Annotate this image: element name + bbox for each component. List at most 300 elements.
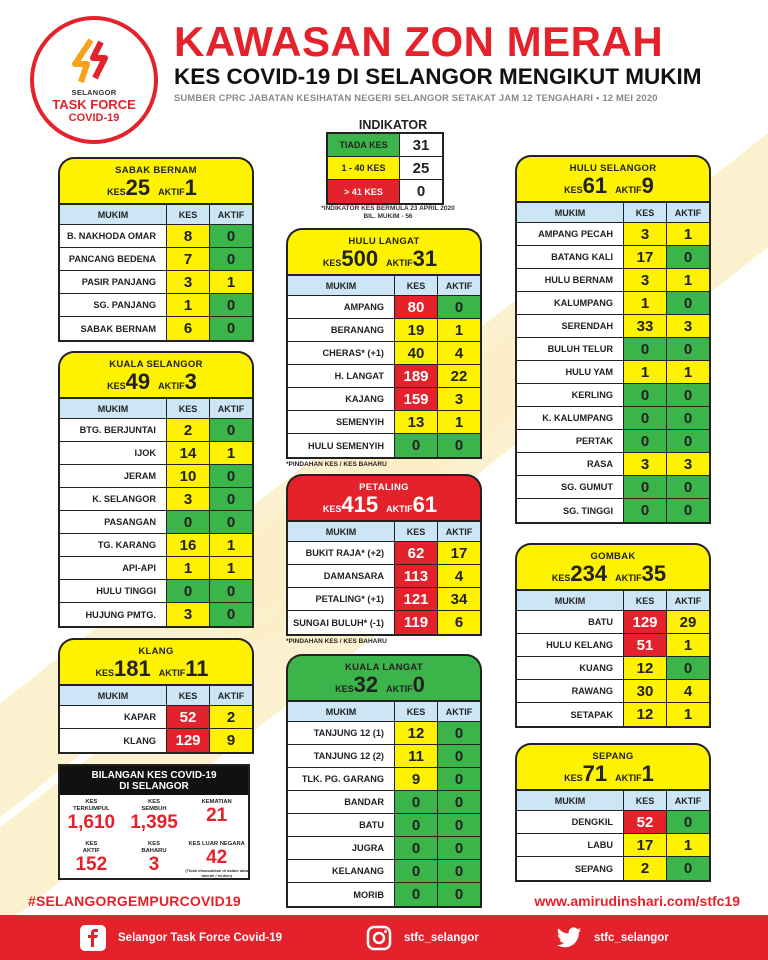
summary-box bbox=[58, 764, 250, 880]
table-row bbox=[517, 315, 709, 338]
kes-column-header: KES bbox=[623, 591, 666, 610]
mukim-kes: 1 bbox=[166, 557, 209, 579]
summary-title-line: BILANGAN KES COVID-19 bbox=[91, 770, 217, 781]
district-kes-total: 25 bbox=[125, 175, 151, 200]
mukim-kes: 1 bbox=[623, 361, 666, 383]
district-aktif-total: 1 bbox=[641, 761, 654, 786]
aktif-label: AKTIF bbox=[386, 504, 413, 514]
kes-label: KES bbox=[107, 187, 126, 197]
table-row bbox=[288, 296, 480, 319]
mukim-kes: 52 bbox=[166, 706, 209, 728]
mukim-name: JUGRA bbox=[351, 843, 384, 853]
mukim-kes: 12 bbox=[394, 722, 437, 744]
mukim-kes: 0 bbox=[394, 837, 437, 859]
mukim-aktif: 0 bbox=[666, 384, 709, 406]
mukim-name: SETAPAK bbox=[570, 709, 613, 720]
district-aktif-total: 61 bbox=[412, 492, 438, 517]
table-row bbox=[60, 557, 252, 580]
mukim-name: TANJUNG 12 (2) bbox=[313, 751, 384, 761]
mukim-aktif: 0 bbox=[209, 465, 252, 487]
table-header bbox=[517, 791, 709, 811]
mukim-kes: 10 bbox=[166, 465, 209, 487]
district-kes-total: 61 bbox=[582, 173, 608, 198]
aktif-label: AKTIF bbox=[386, 684, 413, 694]
table-row bbox=[517, 834, 709, 857]
indicator-table bbox=[326, 132, 444, 205]
mukim-aktif: 3 bbox=[437, 388, 480, 410]
table-row bbox=[517, 657, 709, 680]
mukim-name: MORIB bbox=[353, 889, 384, 900]
district-stats bbox=[60, 657, 252, 681]
district-name: PETALING bbox=[359, 482, 409, 493]
district-panel-hulu-selangor bbox=[515, 155, 711, 524]
summary-label bbox=[123, 795, 186, 813]
mukim-kes: 12 bbox=[623, 657, 666, 679]
summary-label-line: KES bbox=[85, 841, 98, 847]
mukim-aktif: 1 bbox=[666, 269, 709, 291]
district-name: SABAK BERNAM bbox=[115, 165, 197, 176]
mukim-column-header: MUKIM bbox=[97, 690, 129, 701]
mukim-kes: 12 bbox=[623, 703, 666, 726]
mukim-name: H. LANGAT bbox=[334, 371, 384, 381]
mukim-name: RASA bbox=[586, 459, 613, 469]
district-aktif-total: 1 bbox=[184, 175, 197, 200]
summary-value: 152 bbox=[75, 854, 108, 875]
district-stats bbox=[60, 176, 252, 200]
district-table bbox=[515, 789, 711, 882]
facebook-label: Selangor Task Force Covid-19 bbox=[118, 931, 283, 944]
table-row bbox=[60, 603, 252, 626]
mukim-name: HULU YAM bbox=[565, 367, 613, 377]
mukim-aktif: 0 bbox=[437, 837, 480, 859]
district-stats bbox=[517, 562, 709, 586]
mukim-aktif: 2 bbox=[209, 706, 252, 728]
mukim-aktif: 0 bbox=[666, 476, 709, 498]
aktif-column-header: AKTIF bbox=[437, 702, 480, 721]
mukim-column-header: MUKIM bbox=[325, 526, 357, 537]
mukim-kes: 0 bbox=[623, 499, 666, 522]
mukim-name: KAJANG bbox=[345, 394, 384, 404]
mukim-kes: 0 bbox=[394, 883, 437, 906]
mukim-aktif: 4 bbox=[437, 565, 480, 587]
summary-cell bbox=[185, 795, 248, 837]
logo-line-1: SELANGOR bbox=[71, 88, 117, 97]
mukim-name: SG. TINGGI bbox=[562, 505, 613, 516]
mukim-name: HULU TINGGI bbox=[96, 586, 156, 596]
table-row bbox=[288, 342, 480, 365]
indicator-note-line: BIL. MUKIM - 56 bbox=[363, 213, 413, 220]
mukim-kes: 2 bbox=[166, 419, 209, 441]
mukim-aktif: 0 bbox=[666, 338, 709, 360]
mukim-kes: 3 bbox=[166, 488, 209, 510]
mukim-name: BTG. BERJUNTAI bbox=[79, 425, 156, 435]
district-aktif-total: 9 bbox=[641, 173, 654, 198]
mukim-aktif: 0 bbox=[666, 292, 709, 314]
table-row bbox=[517, 453, 709, 476]
table-row bbox=[517, 611, 709, 634]
table-row bbox=[60, 317, 252, 340]
table-row bbox=[60, 294, 252, 317]
summary-label-line: SEMBUH bbox=[141, 806, 167, 812]
kes-column-header: KES bbox=[623, 791, 666, 810]
mukim-name: K. KALUMPANG bbox=[542, 413, 613, 423]
district-name: SEPANG bbox=[592, 751, 634, 762]
district-kes-total: 32 bbox=[353, 672, 379, 697]
aktif-column-header: AKTIF bbox=[437, 276, 480, 295]
district-header bbox=[515, 743, 711, 789]
table-header bbox=[288, 702, 480, 722]
summary-cell bbox=[185, 837, 248, 881]
district-kes-total: 71 bbox=[582, 761, 608, 786]
mukim-aktif: 1 bbox=[666, 703, 709, 726]
district-aktif-total: 3 bbox=[184, 369, 197, 394]
mukim-column-header: MUKIM bbox=[97, 209, 129, 220]
mukim-column-header: MUKIM bbox=[97, 403, 129, 414]
table-row bbox=[288, 768, 480, 791]
instagram-label: stfc_selangor bbox=[404, 931, 479, 944]
table-row bbox=[288, 860, 480, 883]
table-row bbox=[517, 223, 709, 246]
district-note: *PINDAHAN KES / KES BAHARU bbox=[286, 461, 387, 468]
district-kes-total: 181 bbox=[114, 656, 151, 681]
mukim-kes: 0 bbox=[623, 384, 666, 406]
mukim-aktif: 0 bbox=[209, 248, 252, 270]
mukim-kes: 33 bbox=[623, 315, 666, 337]
mukim-kes: 0 bbox=[394, 791, 437, 813]
aktif-column-header: AKTIF bbox=[666, 791, 709, 810]
table-row bbox=[517, 430, 709, 453]
district-name: KUALA LANGAT bbox=[344, 662, 423, 673]
mukim-aktif: 1 bbox=[437, 411, 480, 433]
district-header bbox=[58, 157, 254, 203]
mukim-aktif: 0 bbox=[437, 860, 480, 882]
table-row bbox=[517, 680, 709, 703]
kes-label: KES bbox=[95, 668, 115, 678]
summary-label-line: KES bbox=[148, 799, 160, 805]
summary-value: 1,395 bbox=[130, 812, 178, 833]
summary-title-line: DI SELANGOR bbox=[119, 781, 189, 792]
table-row bbox=[517, 407, 709, 430]
summary-value: 42 bbox=[206, 847, 228, 868]
mukim-name: KALUMPANG bbox=[553, 298, 613, 308]
district-header bbox=[58, 638, 254, 684]
mukim-name: LABU bbox=[587, 840, 613, 850]
district-name: HULU SELANGOR bbox=[569, 163, 657, 174]
district-stats bbox=[517, 174, 709, 198]
district-header bbox=[286, 474, 482, 520]
mukim-name: B. NAKHODA OMAR bbox=[67, 231, 156, 241]
facebook-link[interactable] bbox=[80, 915, 282, 960]
summary-label-line: KEMATIAN bbox=[201, 799, 232, 805]
summary-label-line: AKTIF bbox=[82, 848, 100, 854]
mukim-name: SG. GUMUT bbox=[560, 482, 613, 492]
mukim-aktif: 6 bbox=[437, 611, 480, 634]
table-row bbox=[288, 411, 480, 434]
mukim-name: SERENDAH bbox=[561, 321, 613, 331]
table-row bbox=[288, 791, 480, 814]
table-row bbox=[60, 729, 252, 752]
mukim-aktif: 0 bbox=[437, 722, 480, 744]
summary-value: 1,610 bbox=[67, 812, 116, 833]
table-header bbox=[288, 276, 480, 296]
summary-label-line: TERKUMPUL bbox=[73, 806, 110, 812]
mukim-aktif: 0 bbox=[209, 419, 252, 441]
mukim-name: DENGKIL bbox=[571, 817, 613, 827]
mukim-aktif: 0 bbox=[666, 657, 709, 679]
mukim-aktif: 0 bbox=[666, 407, 709, 429]
indicator-note bbox=[318, 205, 458, 221]
district-aktif-total: 0 bbox=[412, 672, 425, 697]
mukim-kes: 0 bbox=[394, 434, 437, 457]
mukim-name: PASIR PANJANG bbox=[81, 277, 156, 287]
mukim-name: BATU bbox=[588, 617, 613, 627]
summary-label-line: KES LUAR NEGARA bbox=[188, 841, 245, 847]
table-row bbox=[288, 837, 480, 860]
table-row bbox=[517, 499, 709, 522]
district-aktif-total: 11 bbox=[185, 656, 209, 681]
mukim-column-header: MUKIM bbox=[325, 706, 357, 717]
indicator-value: 0 bbox=[416, 183, 426, 200]
mukim-kes: 19 bbox=[394, 319, 437, 341]
mukim-kes: 16 bbox=[166, 534, 209, 556]
mukim-aktif: 0 bbox=[209, 317, 252, 340]
table-row bbox=[517, 703, 709, 726]
district-table bbox=[58, 397, 254, 628]
district-header bbox=[58, 351, 254, 397]
instagram-icon bbox=[366, 925, 392, 951]
mukim-aktif: 0 bbox=[209, 511, 252, 533]
indicator-label: 1 - 40 KES bbox=[328, 157, 400, 179]
mukim-aktif: 0 bbox=[666, 499, 709, 522]
mukim-kes: 3 bbox=[166, 603, 209, 626]
table-row bbox=[288, 434, 480, 457]
mukim-aktif: 1 bbox=[209, 534, 252, 556]
district-kes-total: 500 bbox=[341, 246, 379, 271]
mukim-kes: 113 bbox=[394, 565, 437, 587]
table-row bbox=[60, 580, 252, 603]
mukim-aktif: 0 bbox=[209, 294, 252, 316]
twitter-label: stfc_selangor bbox=[594, 931, 669, 944]
mukim-aktif: 0 bbox=[437, 768, 480, 790]
mukim-aktif: 0 bbox=[437, 434, 480, 457]
indicator-value: 25 bbox=[412, 159, 430, 177]
indicator-row bbox=[328, 157, 442, 180]
mukim-kes: 7 bbox=[166, 248, 209, 270]
table-row bbox=[288, 883, 480, 906]
website-link[interactable]: www.amirudinshari.com/stfc19 bbox=[534, 893, 740, 909]
mukim-name: KUANG bbox=[579, 663, 613, 673]
kes-column-header: KES bbox=[166, 205, 209, 224]
table-row bbox=[288, 365, 480, 388]
district-kes-total: 49 bbox=[125, 369, 151, 394]
mukim-kes: 6 bbox=[166, 317, 209, 340]
summary-grid bbox=[60, 795, 248, 881]
mukim-column-header: MUKIM bbox=[554, 795, 586, 806]
mukim-kes: 0 bbox=[166, 511, 209, 533]
mukim-kes: 3 bbox=[623, 223, 666, 245]
mukim-name: KAPAR bbox=[124, 712, 156, 722]
table-row bbox=[517, 338, 709, 361]
kes-label: KES bbox=[551, 573, 571, 583]
district-header bbox=[515, 155, 711, 201]
kes-label: KES bbox=[322, 258, 342, 268]
district-table bbox=[286, 520, 482, 636]
table-header bbox=[60, 399, 252, 419]
mukim-aktif: 0 bbox=[209, 488, 252, 510]
summary-label bbox=[60, 837, 123, 855]
aktif-label: AKTIF bbox=[158, 668, 186, 678]
table-row bbox=[60, 442, 252, 465]
source-note: SUMBER CPRC JABATAN KESIHATAN NEGERI SELANGOR SETAKAT JAM 12 TENGAHARI • 12 MEI 2020 bbox=[174, 92, 658, 103]
district-aktif-total: 31 bbox=[412, 246, 438, 271]
aktif-label: AKTIF bbox=[386, 258, 413, 268]
aktif-column-header: AKTIF bbox=[666, 591, 709, 610]
mukim-kes: 2 bbox=[623, 857, 666, 880]
mukim-kes: 1 bbox=[623, 292, 666, 314]
mukim-name: TANJUNG 12 (1) bbox=[313, 728, 384, 738]
district-kes-total: 415 bbox=[341, 492, 379, 517]
mukim-kes: 189 bbox=[394, 365, 437, 387]
district-name: KUALA SELANGOR bbox=[109, 359, 203, 370]
district-aktif-total: 35 bbox=[641, 561, 667, 586]
aktif-column-header: AKTIF bbox=[209, 205, 252, 224]
summary-cell bbox=[123, 795, 186, 837]
aktif-label: AKTIF bbox=[158, 381, 185, 391]
table-row bbox=[288, 745, 480, 768]
summary-label bbox=[123, 837, 186, 855]
mukim-kes: 129 bbox=[623, 611, 666, 633]
mukim-kes: 121 bbox=[394, 588, 437, 610]
kes-column-header: KES bbox=[166, 399, 209, 418]
kes-column-header: KES bbox=[623, 203, 666, 222]
mukim-aktif: 1 bbox=[209, 557, 252, 579]
aktif-column-header: AKTIF bbox=[209, 399, 252, 418]
indicator-label: > 41 KES bbox=[328, 180, 400, 203]
mukim-kes: 3 bbox=[623, 453, 666, 475]
aktif-column-header: AKTIF bbox=[666, 203, 709, 222]
mukim-name: SABAK BERNAM bbox=[80, 323, 156, 334]
hashtag[interactable]: #SELANGORGEMPURCOVID19 bbox=[28, 893, 241, 909]
aktif-label: AKTIF bbox=[615, 573, 642, 583]
mukim-name: SUNGAI BULUH* (-1) bbox=[293, 617, 384, 628]
mukim-name: AMPANG bbox=[343, 302, 384, 312]
district-panel-hulu-langat bbox=[286, 228, 482, 468]
district-stats bbox=[60, 370, 252, 394]
mukim-name: IJOK bbox=[134, 448, 156, 458]
mukim-name: KERLING bbox=[571, 390, 613, 400]
mukim-kes: 52 bbox=[623, 811, 666, 833]
table-row bbox=[60, 419, 252, 442]
indicator-row bbox=[328, 134, 442, 157]
mukim-aktif: 0 bbox=[209, 603, 252, 626]
summary-label-line: KES bbox=[85, 799, 98, 805]
mukim-name: KELANANG bbox=[331, 866, 384, 876]
mukim-name: SEPANG bbox=[574, 863, 613, 874]
mukim-name: K. SELANGOR bbox=[92, 494, 156, 504]
summary-label-line: KES bbox=[148, 841, 160, 847]
table-row bbox=[288, 814, 480, 837]
mukim-aktif: 34 bbox=[437, 588, 480, 610]
kes-column-header: KES bbox=[166, 686, 209, 705]
mukim-name: BERANANG bbox=[330, 325, 384, 335]
district-panel-kuala-langat bbox=[286, 654, 482, 908]
facebook-icon bbox=[80, 925, 106, 951]
mukim-name: JERAM bbox=[123, 471, 156, 481]
district-header bbox=[286, 654, 482, 700]
table-row bbox=[60, 511, 252, 534]
district-table bbox=[515, 589, 711, 728]
table-row bbox=[288, 565, 480, 588]
logo-line-3: COVID-19 bbox=[68, 112, 120, 124]
twitter-icon bbox=[556, 925, 582, 951]
mukim-aktif: 4 bbox=[666, 680, 709, 702]
district-table bbox=[286, 700, 482, 908]
table-row bbox=[517, 811, 709, 834]
mukim-aktif: 0 bbox=[209, 225, 252, 247]
indicator-note-line: *INDIKATOR KES BERMULA 23 APRIL 2020 bbox=[321, 205, 455, 212]
district-name: GOMBAK bbox=[590, 551, 636, 562]
mukim-aktif: 0 bbox=[209, 580, 252, 602]
table-row bbox=[288, 388, 480, 411]
district-name: HULU LANGAT bbox=[348, 236, 420, 247]
aktif-label: AKTIF bbox=[158, 187, 185, 197]
mukim-aktif: 1 bbox=[666, 634, 709, 656]
table-row bbox=[60, 465, 252, 488]
mukim-name: PASANGAN bbox=[104, 517, 156, 527]
twitter-link[interactable] bbox=[556, 915, 669, 960]
kes-column-header: KES bbox=[394, 522, 437, 541]
mukim-aktif: 3 bbox=[666, 315, 709, 337]
aktif-label: AKTIF bbox=[615, 773, 642, 783]
district-table bbox=[58, 203, 254, 342]
mukim-name: TG. KARANG bbox=[97, 540, 156, 550]
mukim-name: HUJUNG PMTG. bbox=[85, 609, 156, 620]
district-note: *PINDAHAN KES / KES BAHARU bbox=[286, 638, 387, 645]
summary-cell bbox=[123, 837, 186, 881]
table-header bbox=[60, 686, 252, 706]
mukim-name: BULUH TELUR bbox=[547, 344, 613, 354]
summary-value: 3 bbox=[148, 854, 160, 875]
mukim-aktif: 0 bbox=[666, 246, 709, 268]
mukim-aktif: 17 bbox=[437, 542, 480, 564]
district-panel-sepang bbox=[515, 743, 711, 882]
table-row bbox=[60, 271, 252, 294]
mukim-kes: 13 bbox=[394, 411, 437, 433]
table-row bbox=[517, 269, 709, 292]
indicator-title: INDIKATOR bbox=[358, 118, 428, 132]
summary-cell bbox=[60, 837, 123, 881]
mukim-aktif: 0 bbox=[437, 883, 480, 906]
district-panel-kuala-selangor bbox=[58, 351, 254, 628]
mukim-name: KLANG bbox=[123, 735, 156, 746]
instagram-link[interactable] bbox=[366, 915, 479, 960]
mukim-kes: 40 bbox=[394, 342, 437, 364]
table-header bbox=[288, 522, 480, 542]
mukim-aktif: 0 bbox=[437, 296, 480, 318]
district-panel-gombak bbox=[515, 543, 711, 728]
table-row bbox=[60, 534, 252, 557]
mukim-kes: 129 bbox=[166, 729, 209, 752]
mukim-aktif: 4 bbox=[437, 342, 480, 364]
mukim-aktif: 1 bbox=[209, 442, 252, 464]
table-row bbox=[288, 722, 480, 745]
summary-label bbox=[60, 795, 123, 813]
mukim-name: PERTAK bbox=[575, 436, 613, 446]
mukim-aktif: 0 bbox=[437, 791, 480, 813]
table-header bbox=[517, 203, 709, 223]
district-stats bbox=[288, 673, 480, 697]
mukim-name: PETALING* (+1) bbox=[315, 594, 384, 604]
